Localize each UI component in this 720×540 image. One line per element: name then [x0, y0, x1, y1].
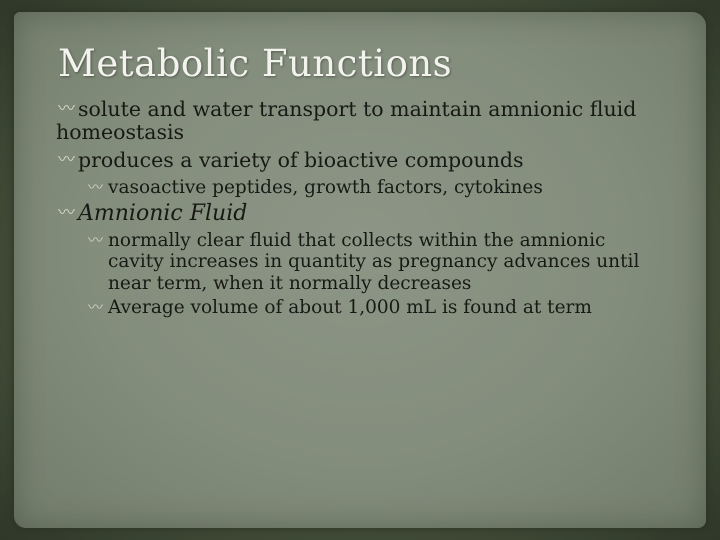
bullet-line: produces a variety of bioactive compounds	[78, 148, 524, 172]
slide-panel	[14, 12, 706, 528]
sub-bullet-item-1	[58, 177, 708, 199]
wave-bullet-icon: 〰	[88, 230, 104, 249]
bullet-line: Average volume of about 1,000 mL is found at term	[108, 297, 592, 318]
sub-bullet-item-2	[58, 230, 708, 295]
bullet-list	[58, 98, 708, 322]
sub-bullet-item-3	[58, 297, 708, 319]
section-heading: Amnionic Fluid	[78, 200, 248, 226]
bullet-line: near term, when it normally decreases	[108, 272, 472, 294]
bullet-item-1	[58, 98, 708, 144]
bullet-line: cavity increases in quantity as pregnancy advances until	[108, 251, 640, 272]
bullet-item-2	[58, 149, 708, 172]
bullet-line: normally clear fluid that collects within the amnionic	[108, 229, 606, 251]
bullet-line: homeostasis	[56, 120, 185, 144]
bullet-item-3	[58, 202, 708, 225]
wave-bullet-icon: 〰	[88, 178, 104, 196]
wave-bullet-icon: 〰	[58, 150, 75, 170]
slide-title: Metabolic Functions	[58, 42, 453, 85]
bullet-line: solute and water transport to maintain amnionic fluid	[78, 97, 637, 121]
bullet-line: vasoactive peptides, growth factors, cytokines	[108, 177, 543, 198]
wave-bullet-icon: 〰	[88, 298, 104, 316]
wave-bullet-icon: 〰	[58, 202, 75, 223]
wave-bullet-icon: 〰	[58, 99, 75, 119]
